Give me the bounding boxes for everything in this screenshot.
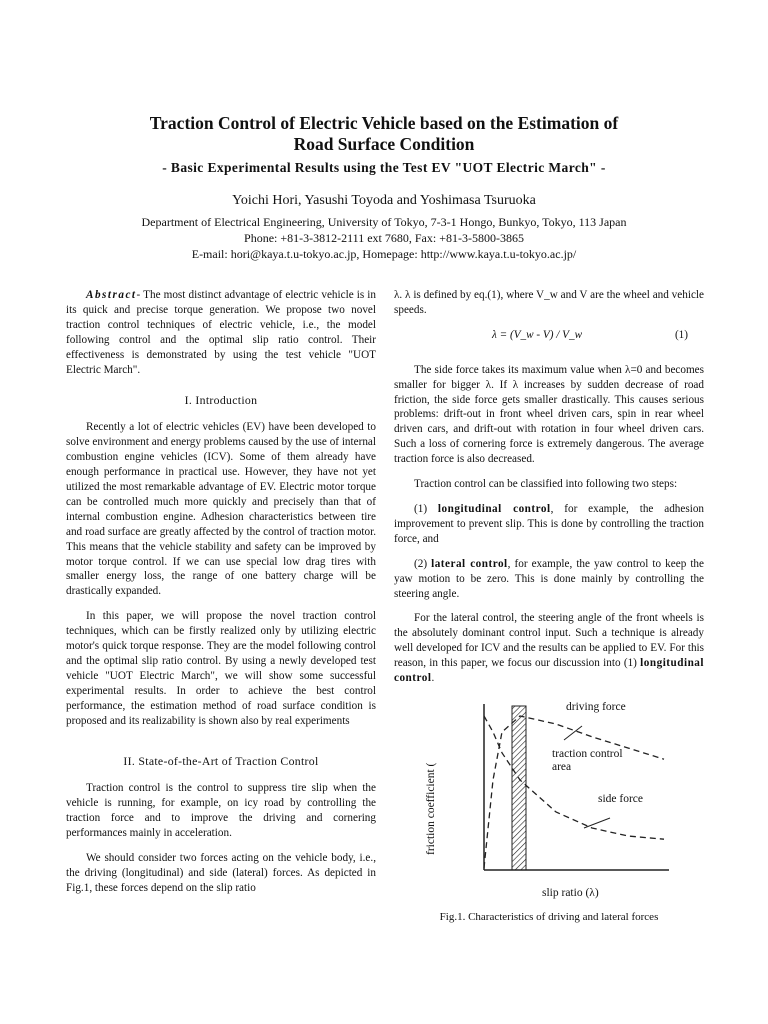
section-1-heading: I. Introduction xyxy=(184,393,258,408)
traction-area-label xyxy=(552,748,623,774)
state-paragraph-1: Traction control is the control to suppress tire slip when the vehicle is running, for example, on icy road by controlling the traction force and to improve the driving and cornering performances mainly in acceleration. xyxy=(66,782,376,840)
driving-force-pointer xyxy=(564,726,582,740)
y-axis-label: friction coefficient ( xyxy=(425,762,437,855)
side-force-curve xyxy=(484,716,664,839)
traction-area-label-line-2: area xyxy=(552,760,572,773)
step-1-term: longitudinal control xyxy=(437,502,551,515)
side-force-label: side force xyxy=(598,792,644,805)
state-paragraph-2: We should consider two forces acting on the vehicle body, i.e., the driving (longitudinal) and side (lateral) forces. As depicted in Fig.1, these forces depend on the slip ratio xyxy=(66,852,376,894)
classification-paragraph: Traction control can be classified into following two steps: xyxy=(414,478,678,491)
lateral-text-end: . xyxy=(431,672,435,685)
paper-subtitle: - Basic Experimental Results using the Test EV "UOT Electric March" - xyxy=(162,160,606,175)
equation-number: (1) xyxy=(674,328,688,341)
x-axis-label: slip ratio (λ) xyxy=(542,886,599,899)
step-1-text: , for example, the adhesion improvement to prevent slip. This is done by controlling the traction force, and xyxy=(394,502,705,545)
lateral-text-start: For the lateral control, the steering angle of the front wheels is the absolutely dominant control input. Such a technique is already well developed for ICV and the results can be applied to EV. For this reason, in this paper, we focus our discussion into (1) xyxy=(394,612,704,670)
step-2-number: (2) xyxy=(414,557,428,570)
contact-email: E-mail: hori@kaya.t.u-tokyo.ac.jp, Homepage: http://www.kaya.t.u-tokyo.ac.jp/ xyxy=(191,247,577,261)
traction-control-area-band xyxy=(512,706,526,870)
paper-title xyxy=(60,113,708,155)
equation-body: λ = (V_w - V) / V_w xyxy=(492,328,583,341)
equation-1 xyxy=(394,328,704,343)
lateral-control-paragraph xyxy=(394,611,704,686)
intro-paragraph-1: Recently a lot of electric vehicles (EV) have been developed to solve environment and energy problems caused by the use of internal combustion engine vehicles (ICV). Some of them already have enough performance in practical use. However, they have not yet utilized the most remarkable advantage of EV. Electric motor torque can be controlled much more quickly and precisely than that of internal combustion engine. Adhesion characteristics between tire and road surface are greatly affected by the control of traction motor. This means that the vehicle stability and safety can be improved by motor torque control. If we can use special low drag tires with smaller energy loss, the range of one battery charge will be drastically expanded. xyxy=(66,421,376,598)
traction-area-label-line-1: traction control xyxy=(552,747,623,760)
abstract-text: - The most distinct advantage of electric vehicle is in its quick and precise torque generation. We propose two novel traction control techniques of electric vehicle, i.e., the model following control and the optimal slip ratio control. Their effectiveness is demonstrated by using the test vehicle "UOT Electric March". xyxy=(66,289,376,376)
step-2-term: lateral control xyxy=(431,557,508,570)
contact-phone: Phone: +81-3-3812-2111 ext 7680, Fax: +81-3-5800-3865 xyxy=(244,231,524,245)
title-line-1: Traction Control of Electric Vehicle based on the Estimation of xyxy=(149,113,619,133)
intro-paragraph-2: In this paper, we will propose the novel traction control techniques, which can be firstly realized only by utilizing electric motor's quick torque response. They are the model following control and the optimal slip ratio control. By using a newly developed test vehicle "UOT Electric March", we will show some successful experimental results. In order to achieve the best control performance, the estimation method of road surface condition is proposed and its realizability is shown also by real experiments xyxy=(66,610,376,727)
side-force-paragraph: The side force takes its maximum value when λ=0 and becomes smaller for bigger λ. If λ increases by sudden decrease of road friction, the side force gets smaller drastically. This causes serious problems: drift-out in front wheel driven cars, spin in rear wheel driven cars, and drift-out with rotation in four wheel driven cars. Such a loss of cornering force is extremely dangerous. The average traction force is also decreased. xyxy=(394,363,704,466)
abstract xyxy=(66,288,376,377)
affiliation: Department of Electrical Engineering, University of Tokyo, 7-3-1 Hongo, Bunkyo, Tokyo, 113 Japan xyxy=(141,215,627,229)
right-column xyxy=(394,288,704,932)
figure-1-caption: Fig.1. Characteristics of driving and lateral forces xyxy=(439,910,659,923)
lambda-definition: λ. λ is defined by eq.(1), where V_w and V are the wheel and vehicle speeds. xyxy=(394,289,704,316)
title-line-2: Road Surface Condition xyxy=(293,134,475,154)
step-1-paragraph xyxy=(394,502,704,547)
step-2-paragraph xyxy=(394,557,704,602)
section-2-heading: II. State-of-the-Art of Traction Control xyxy=(123,754,319,769)
figure-1-plot xyxy=(464,700,674,880)
left-column xyxy=(66,288,376,906)
abstract-label: Abstract xyxy=(86,289,137,301)
step-1-number: (1) xyxy=(414,502,428,515)
author-list: Yoichi Hori, Yasushi Toyoda and Yoshimasa Tsuruoka xyxy=(232,193,536,208)
driving-force-label: driving force xyxy=(566,700,626,713)
side-force-pointer xyxy=(584,818,610,828)
step-2-text: , for example, the yaw control to keep the yaw motion to be zero. This is done mainly by controlling the steering angle. xyxy=(394,557,704,600)
lateral-term: longitudinal control xyxy=(394,657,704,685)
figure-1 xyxy=(394,700,704,932)
